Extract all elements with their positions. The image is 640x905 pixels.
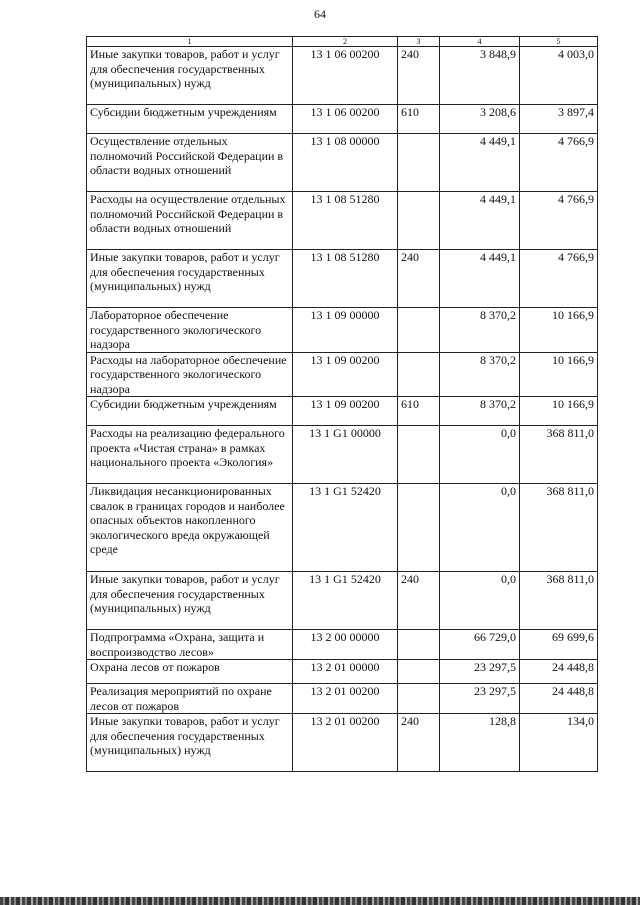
row-type-cell: 610 — [398, 105, 440, 134]
row-name-cell: Охрана лесов от пожаров — [87, 660, 293, 684]
row-code-cell: 13 2 01 00200 — [293, 714, 398, 772]
row-value-2020-cell: 4 766,9 — [520, 250, 598, 308]
row-code-cell: 13 1 08 51280 — [293, 192, 398, 250]
row-value-2019-cell: 0,0 — [440, 572, 520, 630]
row-name-cell: Расходы на осуществление отдельных полномочий Российской Федерации в области водных отношений — [87, 192, 293, 250]
row-value-2019-cell: 23 297,5 — [440, 684, 520, 714]
row-value-2020-cell: 24 448,8 — [520, 684, 598, 714]
row-code-cell: 13 1 06 00200 — [293, 105, 398, 134]
row-type-cell — [398, 630, 440, 660]
row-value-2020-cell: 69 699,6 — [520, 630, 598, 660]
row-name-cell: Лабораторное обеспечение государственного экологического надзора — [87, 308, 293, 353]
table-row — [87, 630, 598, 660]
row-value-2019-cell: 0,0 — [440, 426, 520, 484]
table-row — [87, 352, 598, 397]
table-row — [87, 397, 598, 426]
row-name-cell: Субсидии бюджетным учреждениям — [87, 397, 293, 426]
table-row — [87, 134, 598, 192]
row-value-2019-cell: 128,8 — [440, 714, 520, 772]
column-header: 1 — [87, 37, 293, 47]
row-value-2020-cell: 4 766,9 — [520, 134, 598, 192]
row-name-cell: Иные закупки товаров, работ и услуг для обеспечения государственных (муниципальных) нужд — [87, 250, 293, 308]
table-row — [87, 250, 598, 308]
table-row — [87, 572, 598, 630]
row-name-cell: Осуществление отдельных полномочий Российской Федерации в области водных отношений — [87, 134, 293, 192]
row-code-cell: 13 2 01 00000 — [293, 660, 398, 684]
row-value-2020-cell: 10 166,9 — [520, 397, 598, 426]
table-row — [87, 308, 598, 353]
row-code-cell: 13 1 09 00200 — [293, 397, 398, 426]
row-value-2019-cell: 4 449,1 — [440, 134, 520, 192]
row-code-cell: 13 1 09 00000 — [293, 308, 398, 353]
row-value-2020-cell: 368 811,0 — [520, 572, 598, 630]
table-row — [87, 684, 598, 714]
table-row — [87, 192, 598, 250]
row-code-cell: 13 1 08 00000 — [293, 134, 398, 192]
row-value-2019-cell: 8 370,2 — [440, 352, 520, 397]
row-value-2020-cell: 4 003,0 — [520, 47, 598, 105]
row-code-cell: 13 1 G1 52420 — [293, 484, 398, 572]
column-header: 3 — [398, 37, 440, 47]
row-type-cell: 610 — [398, 397, 440, 426]
row-value-2019-cell: 4 449,1 — [440, 192, 520, 250]
row-name-cell: Иные закупки товаров, работ и услуг для обеспечения государственных (муниципальных) нужд — [87, 714, 293, 772]
row-value-2019-cell: 8 370,2 — [440, 308, 520, 353]
column-header: 4 — [440, 37, 520, 47]
row-type-cell: 240 — [398, 47, 440, 105]
row-name-cell: Расходы на реализацию федерального проекта «Чистая страна» в рамках национального проекта «Экология» — [87, 426, 293, 484]
row-code-cell: 13 2 00 00000 — [293, 630, 398, 660]
row-value-2019-cell: 23 297,5 — [440, 660, 520, 684]
row-value-2020-cell: 24 448,8 — [520, 660, 598, 684]
row-value-2020-cell: 134,0 — [520, 714, 598, 772]
row-type-cell: 240 — [398, 572, 440, 630]
row-value-2019-cell: 3 848,9 — [440, 47, 520, 105]
row-name-cell: Иные закупки товаров, работ и услуг для обеспечения государственных (муниципальных) нужд — [87, 47, 293, 105]
row-type-cell — [398, 352, 440, 397]
table-row — [87, 426, 598, 484]
row-code-cell: 13 1 G1 52420 — [293, 572, 398, 630]
column-header: 5 — [520, 37, 598, 47]
table-row — [87, 484, 598, 572]
row-type-cell — [398, 308, 440, 353]
row-type-cell: 240 — [398, 714, 440, 772]
row-name-cell: Расходы на лабораторное обеспечение государственного экологического надзора — [87, 352, 293, 397]
table-row — [87, 714, 598, 772]
budget-table — [86, 36, 598, 772]
row-name-cell: Реализация мероприятий по охране лесов от пожаров — [87, 684, 293, 714]
row-type-cell — [398, 684, 440, 714]
row-type-cell — [398, 192, 440, 250]
table-row — [87, 105, 598, 134]
row-value-2020-cell: 368 811,0 — [520, 426, 598, 484]
row-type-cell — [398, 484, 440, 572]
row-code-cell: 13 1 08 51280 — [293, 250, 398, 308]
row-value-2019-cell: 0,0 — [440, 484, 520, 572]
row-type-cell — [398, 134, 440, 192]
row-value-2020-cell: 4 766,9 — [520, 192, 598, 250]
row-code-cell: 13 1 06 00200 — [293, 47, 398, 105]
row-value-2019-cell: 66 729,0 — [440, 630, 520, 660]
row-name-cell: Субсидии бюджетным учреждениям — [87, 105, 293, 134]
header-row — [87, 37, 598, 47]
row-value-2020-cell: 3 897,4 — [520, 105, 598, 134]
row-code-cell: 13 1 09 00200 — [293, 352, 398, 397]
row-value-2020-cell: 10 166,9 — [520, 352, 598, 397]
row-code-cell: 13 1 G1 00000 — [293, 426, 398, 484]
row-code-cell: 13 2 01 00200 — [293, 684, 398, 714]
column-header: 2 — [293, 37, 398, 47]
page-number: 64 — [314, 7, 326, 21]
row-name-cell: Подпрограмма «Охрана, защита и воспроизводство лесов» — [87, 630, 293, 660]
table-row — [87, 660, 598, 684]
row-value-2020-cell: 368 811,0 — [520, 484, 598, 572]
row-value-2019-cell: 3 208,6 — [440, 105, 520, 134]
row-value-2019-cell: 8 370,2 — [440, 397, 520, 426]
row-value-2020-cell: 10 166,9 — [520, 308, 598, 353]
row-type-cell — [398, 426, 440, 484]
row-name-cell: Ликвидация несанкционированных свалок в границах городов и наиболее опасных объектов накопленного экологического вреда окружающей среде — [87, 484, 293, 572]
scan-edge-artifact — [0, 897, 640, 905]
table-row — [87, 47, 598, 105]
row-value-2019-cell: 4 449,1 — [440, 250, 520, 308]
row-type-cell — [398, 660, 440, 684]
row-name-cell: Иные закупки товаров, работ и услуг для обеспечения государственных (муниципальных) нужд — [87, 572, 293, 630]
row-type-cell: 240 — [398, 250, 440, 308]
